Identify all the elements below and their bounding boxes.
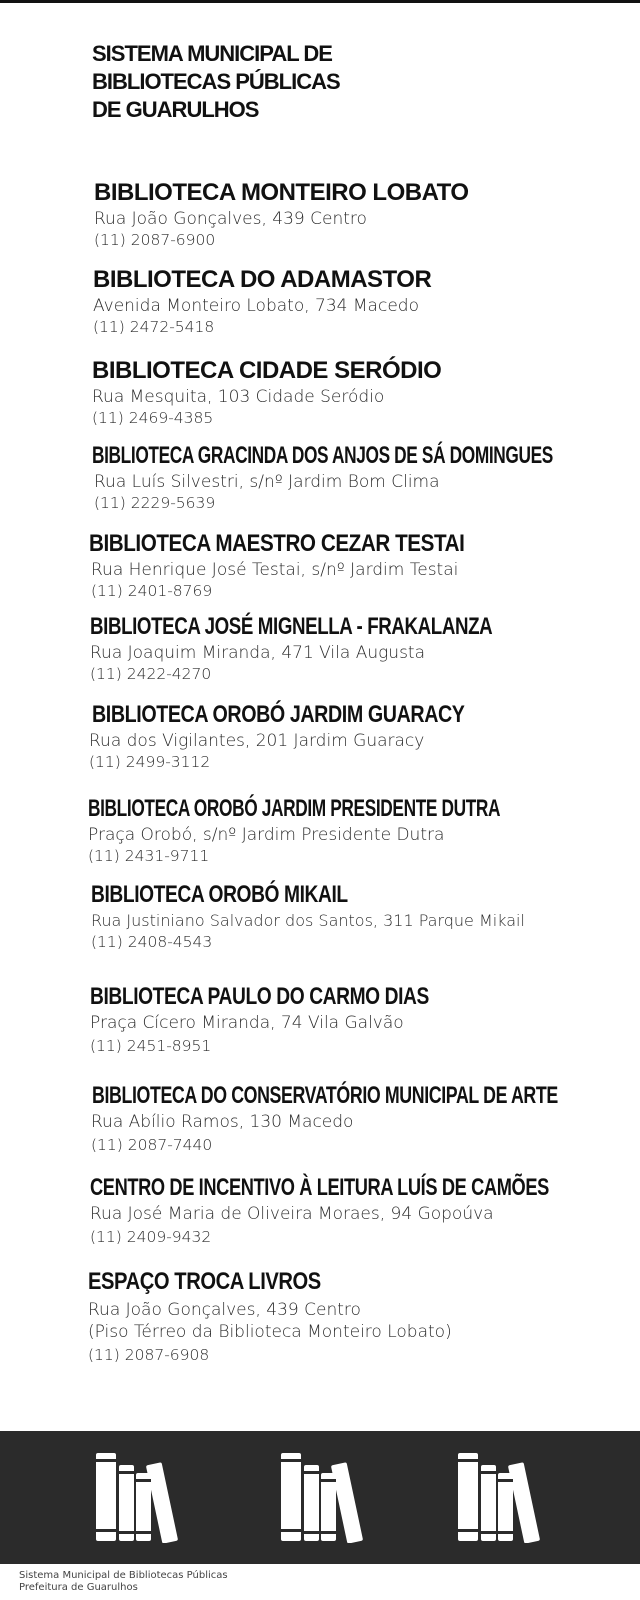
library-name: BIBLIOTECA PAULO DO CARMO DIAS: [90, 983, 429, 1010]
library-entry: [92, 1081, 640, 1156]
library-address: Rua Joaquim Miranda, 471 Vila Augusta: [90, 643, 426, 663]
library-entry: [88, 794, 640, 867]
library-name: BIBLIOTECA OROBÓ MIKAIL: [91, 881, 348, 908]
books-icon: [277, 1451, 377, 1543]
library-address: Rua Mesquita, 103 Cidade Seródio: [92, 387, 385, 407]
library-phone: (11) 2229-5639: [94, 494, 216, 512]
library-phone: (11) 2408-4543: [91, 933, 213, 951]
library-name: BIBLIOTECA DO ADAMASTOR: [93, 266, 432, 293]
library-name: BIBLIOTECA MAESTRO CEZAR TESTAI: [89, 530, 465, 557]
library-phone: (11) 2499-3112: [89, 753, 211, 771]
footer-credit: [19, 1570, 228, 1594]
library-address: Rua dos Vigilantes, 201 Jardim Guaracy: [89, 731, 425, 751]
library-entry: [90, 982, 514, 1057]
library-phone: (11) 2451-8951: [90, 1037, 212, 1055]
title-line: SISTEMA MUNICIPAL DE: [92, 41, 332, 66]
library-entry: [94, 178, 469, 251]
library-address: Praça Cícero Miranda, 74 Vila Galvão: [90, 1013, 404, 1033]
library-name: BIBLIOTECA DO CONSERVATÓRIO MUNICIPAL DE ARTE: [92, 1082, 558, 1109]
library-phone: (11) 2087-7440: [91, 1136, 213, 1154]
library-name: BIBLIOTECA OROBÓ JARDIM GUARACY: [92, 701, 465, 728]
library-address: Avenida Monteiro Lobato, 734 Macedo: [93, 296, 419, 316]
library-address: Rua João Gonçalves, 439 Centro: [88, 1300, 361, 1320]
library-entry: [89, 529, 526, 602]
library-name: BIBLIOTECA JOSÉ MIGNELLA - FRAKALANZA: [90, 613, 493, 640]
library-address: Rua José Maria de Oliveira Moraes, 94 Gopoúva: [90, 1204, 494, 1224]
library-entry: [90, 612, 606, 685]
library-entry: [92, 356, 441, 429]
title-line: BIBLIOTECAS PÚBLICAS: [92, 69, 340, 94]
library-name: ESPAÇO TROCA LIVROS: [88, 1268, 321, 1295]
library-phone: (11) 2422-4270: [90, 665, 212, 683]
credit-line: Sistema Municipal de Bibliotecas Públicas: [19, 1570, 228, 1581]
library-name: BIBLIOTECA CIDADE SERÓDIO: [92, 357, 442, 384]
top-rule: [0, 0, 640, 3]
library-entry: [93, 265, 431, 338]
books-icon: [92, 1451, 192, 1543]
library-name: CENTRO DE INCENTIVO À LEITURA LUÍS DE CAMÕES: [90, 1174, 549, 1201]
library-note: (Piso Térreo da Biblioteca Monteiro Lobato): [88, 1322, 452, 1342]
library-address: Rua Luís Silvestri, s/nº Jardim Bom Clima: [94, 472, 440, 492]
library-phone: (11) 2087-6908: [88, 1346, 210, 1364]
books-icon: [454, 1451, 554, 1543]
library-entry: [88, 1267, 452, 1366]
library-phone: (11) 2472-5418: [93, 318, 215, 336]
library-address: Rua Justiniano Salvador dos Santos, 311 Parque Mikail: [91, 911, 525, 930]
page-title: [92, 40, 340, 124]
library-name: BIBLIOTECA OROBÓ JARDIM PRESIDENTE DUTRA: [88, 795, 501, 822]
library-phone: (11) 2431-9711: [88, 847, 210, 865]
library-entry: [91, 880, 525, 953]
library-entry: [89, 700, 546, 773]
library-name: BIBLIOTECA GRACINDA DOS ANJOS DE SÁ DOMINGUES: [92, 442, 553, 469]
library-address: Rua Abílio Ramos, 130 Macedo: [91, 1112, 354, 1132]
library-address: Rua João Gonçalves, 439 Centro: [94, 209, 367, 229]
footer-band: [0, 1431, 640, 1564]
library-entry: [90, 1173, 640, 1248]
library-phone: (11) 2409-9432: [90, 1228, 212, 1246]
credit-line: Prefeitura de Guarulhos: [19, 1582, 138, 1593]
title-line: DE GUARULHOS: [92, 97, 259, 122]
library-address: Praça Orobó, s/nº Jardim Presidente Dutra: [88, 825, 445, 845]
library-phone: (11) 2401-8769: [91, 582, 213, 600]
library-phone: (11) 2087-6900: [94, 231, 216, 249]
library-phone: (11) 2469-4385: [92, 409, 214, 427]
library-address: Rua Henrique José Testai, s/nº Jardim Testai: [91, 560, 459, 580]
library-name: BIBLIOTECA MONTEIRO LOBATO: [94, 179, 469, 206]
library-entry: [92, 441, 640, 514]
